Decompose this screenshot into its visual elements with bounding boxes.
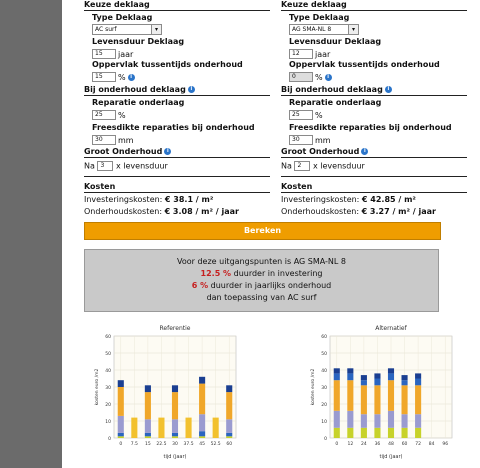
x-tick-label: 96 [442, 442, 449, 447]
bar-segment [145, 385, 151, 392]
divider [84, 192, 270, 193]
bar-segment [199, 436, 205, 438]
bar-segment [226, 433, 232, 436]
divider [84, 157, 270, 158]
x-tick-label: 60 [401, 442, 408, 447]
levensduur-unit: jaar [315, 49, 331, 59]
bar-segment [402, 414, 408, 428]
section-bij-onderhoud: Bij onderhoud deklaag [281, 85, 383, 94]
oppervlak-label: Oppervlak tussentijds onderhoud [289, 60, 440, 69]
bar-segment [186, 418, 192, 438]
bar-segment [199, 384, 205, 415]
result-pct-investering: 12.5 % [200, 269, 232, 278]
bar-segment [374, 379, 380, 386]
bar-segment [361, 375, 367, 380]
section-groot-onderhoud: Groot Onderhoud [84, 147, 163, 156]
bar-segment [402, 428, 408, 438]
info-icon[interactable]: i [385, 86, 392, 93]
chart-referentie [86, 322, 256, 468]
bar-segment [334, 411, 340, 428]
bar-segment [374, 414, 380, 428]
info-icon[interactable]: i [188, 86, 195, 93]
groot-suffix: x levensduur [312, 161, 365, 171]
levensduur-label: Levensduur Deklaag [289, 37, 382, 46]
bar-segment [131, 418, 137, 438]
result-pct-onderhoud: 6 % [191, 281, 209, 290]
info-icon[interactable]: i [361, 148, 368, 155]
y-tick-label: 20 [105, 403, 111, 408]
chevron-down-icon: ▾ [348, 25, 358, 34]
y-tick-label: 60 [105, 335, 111, 340]
bar-segment [199, 414, 205, 431]
bar-segment [402, 375, 408, 380]
y-tick-label: 20 [321, 403, 327, 408]
section-kosten: Kosten [84, 182, 116, 191]
bar-segment [415, 373, 421, 378]
chart-alternatief [302, 322, 472, 468]
reparatie-label: Reparatie onderlaag [92, 98, 185, 107]
section-keuze-deklaag: Keuze deklaag [84, 0, 150, 9]
x-axis-label: tijd (jaar) [163, 454, 187, 460]
x-tick-label: 24 [361, 442, 367, 447]
bar-segment [402, 385, 408, 414]
x-axis-label: tijd (jaar) [379, 454, 403, 460]
oppervlak-label: Oppervlak tussentijds onderhoud [92, 60, 243, 69]
invest-value: € 42.85 / m² [361, 195, 416, 204]
result-panel [84, 249, 439, 312]
type-deklaag-label: Type Deklaag [92, 13, 153, 22]
y-tick-label: 30 [321, 386, 327, 391]
type-deklaag-select[interactable] [92, 24, 162, 35]
type-deklaag-value: AC surf [95, 26, 117, 33]
left-gutter [0, 0, 62, 468]
reparatie-label: Reparatie onderlaag [289, 98, 382, 107]
bar-segment [226, 385, 232, 392]
bar-segment [199, 377, 205, 384]
bar-segment [347, 428, 353, 438]
bar-segment [388, 373, 394, 380]
levensduur-label: Levensduur Deklaag [92, 37, 185, 46]
x-tick-label: 45 [199, 442, 205, 447]
x-tick-label: 84 [428, 442, 435, 447]
groot-prefix: Na [84, 161, 95, 171]
bar-segment [172, 419, 178, 433]
bar-segment [145, 433, 151, 436]
bar-segment [415, 379, 421, 386]
bar-segment [347, 380, 353, 411]
bar-segment [347, 368, 353, 373]
section-groot-onderhoud: Groot Onderhoud [281, 147, 360, 156]
x-tick-label: 0 [119, 442, 123, 447]
y-tick-label: 50 [321, 352, 327, 357]
y-tick-label: 0 [324, 437, 327, 442]
x-tick-label: 72 [415, 442, 421, 447]
bar-segment [158, 418, 164, 438]
oppervlak-input[interactable]: 0 [289, 72, 313, 82]
x-tick-label: 30 [172, 442, 178, 447]
divider [281, 10, 467, 11]
bar-segment [118, 387, 124, 416]
bar-segment [374, 373, 380, 378]
invest-label: Investeringskosten: [84, 195, 163, 204]
bar-segment [334, 373, 340, 380]
section-keuze-deklaag: Keuze deklaag [281, 0, 347, 9]
reparatie-input[interactable]: 25 [289, 110, 313, 120]
bar-segment [226, 392, 232, 419]
y-tick-label: 40 [105, 369, 111, 374]
bereken-button[interactable]: Bereken [84, 222, 441, 240]
bar-segment [118, 380, 124, 387]
type-deklaag-value: AG SMA-NL 8 [292, 26, 332, 33]
bar-segment [388, 428, 394, 438]
divider [281, 176, 467, 177]
bar-segment [118, 436, 124, 438]
freesdikte-unit: mm [118, 135, 134, 145]
y-tick-label: 0 [108, 437, 111, 442]
section-kosten: Kosten [281, 182, 313, 191]
info-icon[interactable]: i [164, 148, 171, 155]
bar-segment [361, 414, 367, 428]
bar-segment [415, 385, 421, 414]
x-tick-label: 7.5 [130, 442, 138, 447]
oppervlak-input[interactable]: 15 [92, 72, 116, 82]
reparatie-input[interactable]: 25 [92, 110, 116, 120]
freesdikte-input[interactable]: 30 [92, 135, 116, 145]
levensduur-input[interactable]: 12 [289, 49, 313, 59]
bar-segment [172, 392, 178, 419]
bar-segment [145, 436, 151, 438]
divider [281, 95, 467, 96]
y-tick-label: 40 [321, 369, 327, 374]
invest-label: Investeringskosten: [281, 195, 360, 204]
groot-suffix: x levensduur [115, 161, 168, 171]
bar-segment [388, 380, 394, 411]
type-deklaag-select[interactable] [289, 24, 359, 35]
info-icon[interactable]: i [128, 74, 135, 81]
bar-segment [347, 411, 353, 428]
bar-segment [388, 411, 394, 428]
y-axis-label: kosten euro /m2 [95, 368, 100, 406]
chevron-down-icon: ▾ [151, 25, 161, 34]
x-tick-label: 37.5 [183, 442, 194, 447]
freesdikte-input[interactable]: 30 [289, 135, 313, 145]
groot-onderhoud-input[interactable]: 3 [97, 161, 113, 171]
bar-segment [334, 428, 340, 438]
oppervlak-unit: % [315, 72, 323, 82]
result-line-4: dan toepassing van AC surf [206, 293, 317, 302]
result-line-3: duurder in jaarlijks onderhoud [210, 281, 332, 290]
groot-prefix: Na [281, 161, 292, 171]
x-tick-label: 12 [347, 442, 354, 447]
onderhoud-value: € 3.27 / m² / jaar [361, 207, 436, 216]
reparatie-unit: % [315, 110, 323, 120]
divider [281, 192, 467, 193]
onderhoud-label: Onderhoudskosten: [84, 207, 163, 216]
y-axis-label: kosten euro /m2 [311, 368, 316, 406]
result-line-2: duurder in investering [233, 269, 323, 278]
x-tick-label: 60 [226, 442, 233, 447]
bar-segment [388, 368, 394, 373]
bar-segment [361, 385, 367, 414]
x-tick-label: 48 [388, 442, 394, 447]
levensduur-unit: jaar [118, 49, 134, 59]
divider [84, 176, 270, 177]
divider [84, 10, 270, 11]
bar-segment [172, 385, 178, 392]
divider [281, 157, 467, 158]
chart-title: Referentie [159, 325, 191, 332]
y-tick-label: 30 [105, 386, 111, 391]
bar-segment [172, 433, 178, 436]
bar-segment [145, 392, 151, 419]
x-tick-label: 0 [335, 442, 339, 447]
bar-segment [415, 414, 421, 428]
type-deklaag-label: Type Deklaag [289, 13, 350, 22]
bar-segment [213, 418, 219, 438]
onderhoud-label: Onderhoudskosten: [281, 207, 360, 216]
bar-segment [415, 428, 421, 438]
bar-segment [172, 436, 178, 438]
freesdikte-unit: mm [315, 135, 331, 145]
bar-segment [334, 380, 340, 411]
bar-segment [226, 436, 232, 438]
bar-segment [361, 380, 367, 385]
info-icon[interactable]: i [325, 74, 332, 81]
x-tick-label: 36 [374, 442, 381, 447]
bar-segment [118, 433, 124, 436]
bar-segment [402, 380, 408, 385]
levensduur-input[interactable]: 15 [92, 49, 116, 59]
bar-segment [347, 373, 353, 380]
x-tick-label: 22.5 [156, 442, 167, 447]
bar-segment [226, 419, 232, 433]
result-line-1: Voor deze uitgangspunten is AG SMA-NL 8 [177, 257, 346, 266]
x-tick-label: 15 [145, 442, 151, 447]
bar-segment [374, 428, 380, 438]
bar-segment [145, 419, 151, 433]
invest-value: € 38.1 / m² [164, 195, 214, 204]
divider [84, 95, 270, 96]
bar-segment [118, 416, 124, 433]
freesdikte-label: Freesdikte reparaties bij onderhoud [92, 123, 255, 132]
bar-segment [374, 385, 380, 414]
bar-segment [199, 431, 205, 436]
oppervlak-unit: % [118, 72, 126, 82]
reparatie-unit: % [118, 110, 126, 120]
onderhoud-value: € 3.08 / m² / jaar [164, 207, 239, 216]
x-tick-label: 52.5 [210, 442, 221, 447]
groot-onderhoud-input[interactable]: 2 [294, 161, 310, 171]
y-tick-label: 60 [321, 335, 327, 340]
bar-segment [361, 428, 367, 438]
section-bij-onderhoud: Bij onderhoud deklaag [84, 85, 186, 94]
y-tick-label: 10 [321, 420, 327, 425]
bar-segment [334, 368, 340, 373]
y-tick-label: 50 [105, 352, 111, 357]
y-tick-label: 10 [105, 420, 111, 425]
chart-title: Alternatief [375, 325, 407, 332]
freesdikte-label: Freesdikte reparaties bij onderhoud [289, 123, 452, 132]
